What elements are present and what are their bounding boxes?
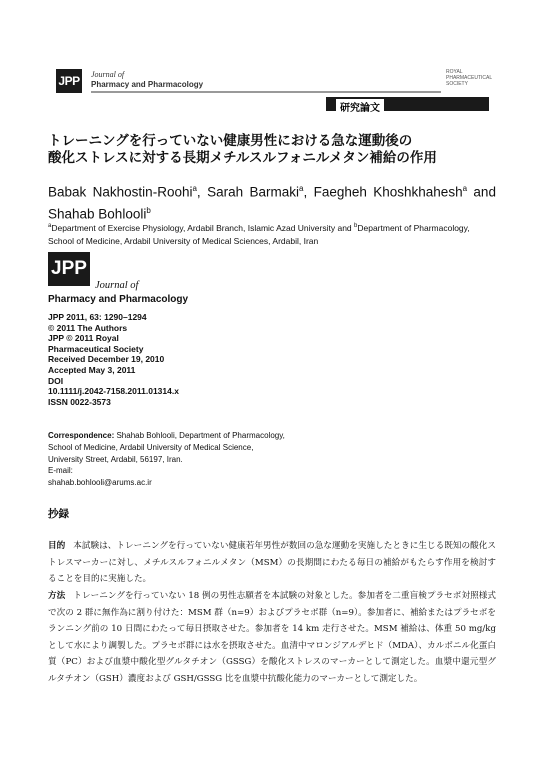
meta-line: DOI <box>48 375 64 386</box>
journal-block-name2: Pharmacy and Pharmacology <box>48 294 189 305</box>
society-logo <box>444 69 493 99</box>
author-4-sup: b <box>146 205 151 215</box>
meta-line: Accepted May 3, 2011 <box>48 364 136 375</box>
article-title <box>48 133 437 167</box>
methods-label: 方法 <box>48 591 66 601</box>
correspondence <box>48 430 285 489</box>
journal-block-logo: JPP <box>48 252 90 286</box>
author-3-sup: a <box>462 184 468 193</box>
author-2: Sarah Barmaki <box>207 184 299 200</box>
title-line1: トレーニングを行っていない健康男性における急な運動後の <box>48 133 413 149</box>
meta-line: JPP © 2011 Royal <box>48 333 119 344</box>
corr-line2: School of Medicine, Ardabil University of Medical Science, <box>48 442 254 452</box>
corr-line4: E-mail: <box>48 466 73 476</box>
meta-line: © 2011 The Authors <box>48 322 128 333</box>
corr-email[interactable]: shahab.bohlooli@arums.ac.ir <box>48 478 152 488</box>
abstract-heading: 抄録 <box>48 508 69 520</box>
meta-line[interactable]: 10.1111/j.2042-7158.2011.01314.x <box>48 386 179 397</box>
corr-label: Correspondence: <box>48 431 115 440</box>
affil-a: Department of Exercise Physiology, Ardabil Branch, Islamic Azad University and <box>51 222 355 233</box>
title-line2: 酸化ストレスに対する長期メチルスルフォニルメタン補給の作用 <box>48 150 437 166</box>
section-label: 研究論文 <box>336 99 384 114</box>
affil-sup-a: a <box>48 223 52 229</box>
abstract-methods <box>48 588 496 688</box>
affil-b: Department of Pharmacology, School of Medicine, Ardabil University of Medical Sciences, Ardabil, Iran <box>48 222 470 246</box>
corr-line3: University Street, Ardabil, 56197, Iran. <box>48 454 183 464</box>
journal-name-line1: Journal of <box>91 70 125 79</box>
corr-name: Shahab Bohlooli, Department of Pharmacology, <box>114 431 285 440</box>
meta-line: ISSN 0022-3573 <box>48 396 111 407</box>
journal-block-name1: Journal of <box>95 280 139 291</box>
meta-line: JPP 2011, 63: 1290–1294 <box>48 312 147 322</box>
society-line2: PHARMACEUTICAL <box>446 75 493 81</box>
affiliation <box>48 220 496 248</box>
society-line3: SOCIETY <box>446 81 468 87</box>
objective-label: 目的 <box>48 541 66 551</box>
affil-sup-b: b <box>354 223 358 229</box>
author-2-sup: a <box>298 184 304 193</box>
journal-name-line2: Pharmacy and Pharmacology <box>91 80 204 89</box>
publication-meta <box>48 312 179 407</box>
society-name <box>446 69 492 87</box>
author-3: Faegheh Khoshkhahesh <box>313 184 463 200</box>
author-list: Babak Nakhostin-Roohi$^a$, Sarah Barmaki$^a$, Faegheh Khoshkhahesh$^a$ and Shahab Bohlooli$^b$ <box>48 184 496 221</box>
corr-line1 <box>48 430 285 442</box>
meta-line: Pharmaceutical Society <box>48 343 144 354</box>
journal-logo: JPP <box>56 69 82 93</box>
author-4: Shahab Bohlooli <box>48 206 147 221</box>
society-line1: ROYAL <box>446 69 463 75</box>
abstract-objective <box>48 538 496 588</box>
author-1: Babak Nakhostin-Roohi <box>48 184 193 200</box>
methods-text: トレーニングを行っていない 18 例の男性志願者を本試験の対象とした。参加者を二重盲検プラセボ対照様式で次の 2 群に無作為に割り付けた：MSM 群（n=9）およびプラセボ群（n=9）。参加者に、補給またはプラセボをランニング前の 10 日間にわたって毎日摂取させた。参加者を 14 km 走行させた。MSM 補給は、体重 50 mg/kg として水により調製した。プラセボ群には水を摂取させた。血清中マロンジアルデヒド（MDA）、カルボニル化蛋白質（PC）および血漿中酸化型グルタチオン（GSSG）を酸化ストレスのマーカーとして測定した。血漿中還元型グルタチオン（GSH）濃度および GSH/GSSG 比を血漿中抗酸化能力のマーカーとして測定した。 <box>48 591 496 684</box>
author-1-sup: a <box>192 184 197 193</box>
meta-line: Received December 19, 2010 <box>48 354 165 365</box>
objective-text: 本試験は、トレーニングを行っていない健康若年男性が数回の急な運動を実施したときに生じる既知の酸化ストレスマーカーに対し、メチルスルフォニルメタン（MSM）の長期間にわたる毎日の補給がもたらす作用を検討することを目的に実施した。 <box>48 541 496 585</box>
author-and: and <box>473 184 496 200</box>
header-rule <box>91 91 441 93</box>
